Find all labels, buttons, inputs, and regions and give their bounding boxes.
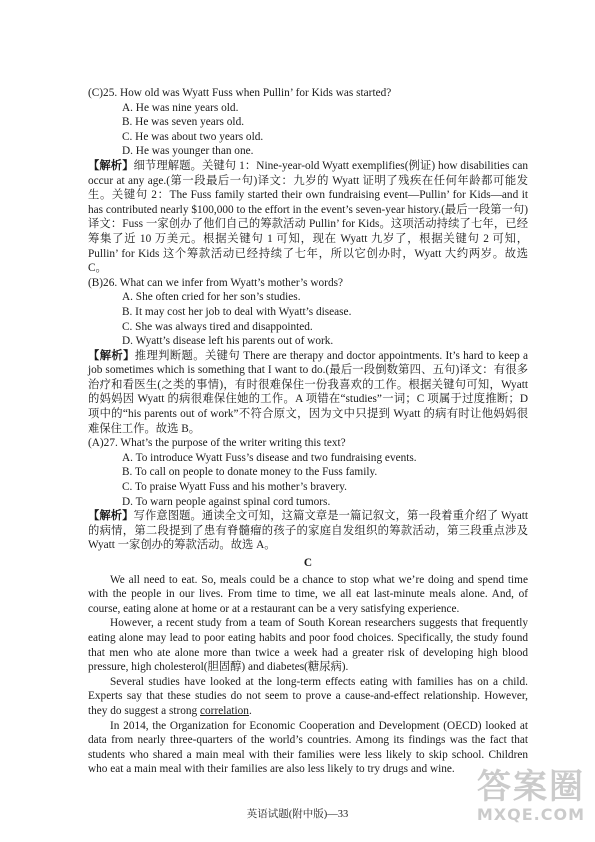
analysis-text: 写作意图题。通读全文可知，这篇文章是一篇记叙文，第一段着重介绍了 Wyatt 的病情，第二段提到了患有脊髓瘤的孩子的家庭自发组织的筹款活动，第三段重点涉及 Wyatt 一家创办的筹款活动。故选 A。 bbox=[88, 510, 528, 552]
analysis-text: 推理判断题。关键句 There are therapy and doctor appointments. It’s hard to keep a job sometimes which is something that I want to do.(最后一段倒数第四、五句)译文：有很多治疗和看医生(之类的事情)，有时很难保住一份我喜欢的工作。根据关键句可知，Wyatt 的妈妈因 Wyatt 的病很难保住她的工作。A 项错在“studies”一词；C 项属于过度推断；D 项中的“his parents out of work”不符合原文，因为文中只提到 Wyatt 的病有时让他妈妈很难保住工作。故选 B。 bbox=[88, 349, 528, 435]
option-d: D. Wyatt’s disease left his parents out of work. bbox=[122, 335, 334, 348]
option-b: B. It may cost her job to deal with Wyatt’s disease. bbox=[122, 305, 352, 318]
question-27 bbox=[88, 436, 528, 553]
question-stem: (C)25. How old was Wyatt Fuss when Pullin’ for Kids was started? bbox=[88, 87, 392, 99]
option-c: C. She was always tired and disappointed. bbox=[122, 320, 313, 333]
option-a: A. She often cried for her son’s studies. bbox=[122, 291, 301, 304]
underlined-word: correlation bbox=[200, 704, 249, 717]
question-26 bbox=[88, 276, 528, 437]
option-a: A. To introduce Wyatt Fuss’s disease and two fundraising events. bbox=[122, 451, 417, 464]
section-heading: C bbox=[303, 557, 313, 569]
analysis-tag: 【解析】 bbox=[88, 159, 134, 172]
question-25 bbox=[88, 86, 528, 276]
watermark-url: MXQE.COM bbox=[476, 805, 585, 824]
analysis-tag: 【解析】 bbox=[88, 349, 135, 362]
analysis bbox=[88, 349, 528, 437]
passage-paragraph-2: However, a recent study from a team of South Korean researchers suggests that frequently eating alone may lead to poor eating habits and poor food choices. Specifically, the study found that men who ate alone more than twice a week had a greater risk of developing high blood pressure, high cholesterol(胆固醇) and diabetes(糖尿病). bbox=[88, 617, 528, 674]
site-watermark bbox=[455, 768, 585, 832]
analysis bbox=[88, 509, 528, 553]
passage-paragraph-3 bbox=[88, 675, 528, 719]
option-d: D. To warn people against spinal cord tumors. bbox=[122, 495, 331, 508]
option-b: B. He was seven years old. bbox=[122, 116, 245, 129]
analysis-text: 细节理解题。关键句 1：Nine-year-old Wyatt exemplifies(例证) how disabilities can occur at any age.(第一段最后一句)译文：九岁的 Wyatt 证明了残疾在任何年龄都可能发生。关键句 2：The Fuss family started their own fundraising event—Pullin’ for Kids—and it has contributed nearly $100,000 to the effort in the event’s seven-year history.(最后一段第一句)译文：Fuss 一家创办了他们自己的筹款活动 Pullin’ for Kids。这项活动持续了七年，已经筹集了近 10 万美元。根据关键句 1 可知，现在 Wyatt 九岁了，根据关键句 2 可知，Pullin’ for Kids 这个筹款活动已经持续了七年，所以它创办时，Wyatt 大约两岁。故选 C。 bbox=[88, 159, 528, 275]
question-stem: (A)27. What’s the purpose of the writer writing this text? bbox=[88, 437, 346, 450]
question-stem: (B)26. What can we infer from Wyatt’s mother’s words? bbox=[88, 276, 344, 289]
option-a: A. He was nine years old. bbox=[122, 101, 239, 114]
analysis-tag: 【解析】 bbox=[88, 510, 134, 523]
watermark-logo-text: 答案圈 bbox=[477, 767, 585, 807]
passage-paragraph-1: We all need to eat. So, meals could be a chance to stop what we’re doing and spend time with the people in our lives. From time to time, we all eat last-minute meals alone. And, of course, eating alone at home or at a restaurant can be a very satisfying experience. bbox=[88, 573, 528, 615]
page-footer: 英语试题(附中版)—33 bbox=[246, 809, 349, 820]
option-c: C. To praise Wyatt Fuss and his mother’s bravery. bbox=[122, 481, 347, 494]
passage-paragraph-4: In 2014, the Organization for Economic Cooperation and Development (OECD) looked at data from nearly three-quarters of the world’s countries. Among its findings was the fact that students who shared a main meal with their families were less likely to skip school. Children who eat a main meal with their families are also less likely to try drugs and wine. bbox=[88, 719, 528, 776]
option-b: B. To call on people to donate money to the Fuss family. bbox=[122, 466, 378, 479]
passage-c bbox=[88, 573, 528, 777]
option-c: C. He was about two years old. bbox=[122, 130, 264, 143]
paragraph-text: Several studies have looked at the long-term effects eating with families has on a child. Experts say that these studies do not seem to prove a cause-and-effect relationship. However, they do suggest a strong bbox=[88, 675, 528, 717]
exam-page bbox=[88, 86, 528, 777]
analysis bbox=[88, 159, 528, 276]
paragraph-text-end: . bbox=[248, 704, 252, 717]
option-d: D. He was younger than one. bbox=[122, 145, 254, 158]
